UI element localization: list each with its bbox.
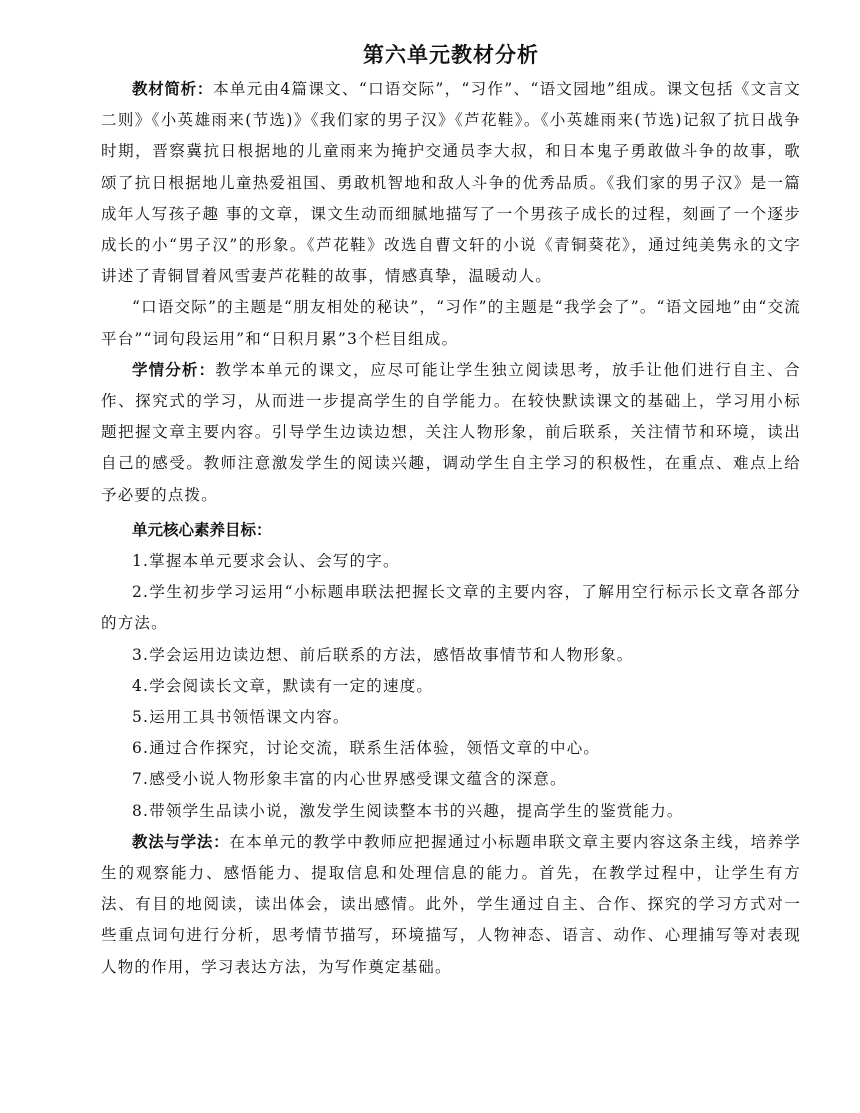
goal-item: 1.掌握本单元要求会认、会写的字。 [132, 552, 400, 571]
intro-paragraph [101, 74, 801, 292]
goal-item: 6.通过合作探究，讨论交流，联系生活体验，领悟文章的中心。 [132, 739, 601, 758]
goal-item: 3.学会运用边读边想、前后联系的方法，感悟故事情节和人物形象。 [132, 645, 634, 664]
document-page [101, 40, 801, 983]
goal-item: 4.学会阅读长文章，默读有一定的速度。 [132, 676, 434, 695]
goal-item: 2.学生初步学习运用“小标题串联法把握长文章的主要内容，了解用空行标示长文章各部分的方法。 [101, 583, 801, 633]
learning-text: 教学本单元的课文，应尽可能让学生独立阅读思考，放手让他们进行自主、合作、探究式的学习，从而进一步提高学生的自学能力。在较快默读课文的基础上，学习用小标题把握文章主要内容。引导学生边读边想，关注人物形象，前后联系，关注情节和环境，读出自己的感受。教师注意激发学生的阅读兴趣，调动学生自主学习的积极性，在重点、难点上给予必要的点拨。 [101, 360, 801, 504]
learning-paragraph [101, 355, 801, 511]
method-lead: 教法与学法： [132, 832, 230, 851]
page-title: 第六单元教材分析 [363, 43, 539, 67]
learning-lead: 学情分析： [132, 360, 216, 379]
method-paragraph [101, 827, 801, 983]
intro-lead: 教材简析： [132, 80, 214, 98]
goal-item: 8.带领学生品读小说，激发学生阅读整本书的兴趣，提高学生的鉴赏能力。 [132, 801, 684, 820]
method-text: 在本单元的教学中教师应把握通过小标题串联文章主要内容这条主线，培养学生的观察能力、感悟能力、提取信息和处理信息的能力。首先，在教学过程中，让学生有方法、有目的地阅读，读出体会，读出感情。此外，学生通过自主、合作、探究的学习方式对一些重点词句进行分析，思考情节描写，环境描写，人物神态、语言、动作、心理捕写等对表现人物的作用，学习表达方法，为写作奠定基础。 [101, 832, 801, 976]
goals-heading: 单元核心素养目标： [132, 520, 272, 539]
oral-paragraph: “口语交际”的主题是“朋友相处的秘诀”，“习作”的主题是“我学会了”。“语文园地”由“交流平台”“词句段运用”和“日积月累”3个栏目组成。 [101, 298, 801, 348]
goal-item: 5.运用工具书领悟课文内容。 [132, 708, 350, 727]
intro-text: 本单元由4篇课文、“口语交际”，“习作”、“语文园地”组成。课文包括《文言文二则》《小英雄雨来(节选)》《我们家的男子汉》《芦花鞋》。《小英雄雨来(节选)记叙了抗日战争时期，晋察冀抗日根据地的儿童雨来为掩护交通员李大叔，和日本鬼子勇敢做斗争的故事，歌颂了抗日根据地儿童热爱祖国、勇敢机智地和敌人斗争的优秀品质。《我们家的男子汉》是一篇成年人写孩子趣 事的文章，课文生动而细腻地描写了一个男孩子成长的过程，刻画了一个逐步成长的小“男子汉”的形象。《芦花鞋》改选自曹文轩的小说《青铜葵花》，通过纯美隽永的文字讲述了青铜冒着风雪妻芦花鞋的故事，情感真挚，温暖动人。 [101, 80, 801, 286]
goal-item: 7.感受小说人物形象丰富的内心世界感受课文蕴含的深意。 [132, 770, 567, 789]
